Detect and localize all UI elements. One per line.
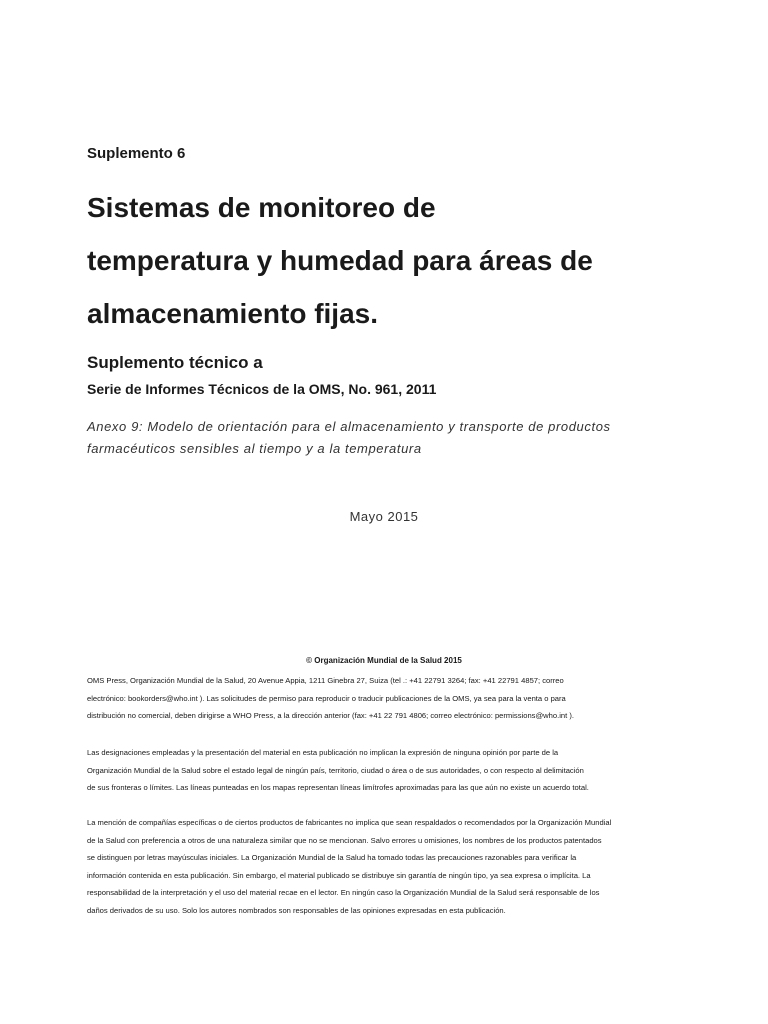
legal-line: responsabilidad de la interpretación y el uso del material recae en el lector. En ningún caso la Organización Mundial de la Salud será responsable de los <box>87 888 600 897</box>
legal-line: electrónico: bookorders@who.int ). Las solicitudes de permiso para reproducir o traducir publicaciones de la OMS, ya sea para la venta o para <box>87 693 566 703</box>
legal-line: de sus fronteras o límites. Las líneas punteadas en los mapas representan líneas limítrofes aproximadas para las que aún no existe un acuerdo total. <box>87 783 589 792</box>
legal-paragraph-designations <box>87 744 692 797</box>
legal-line: información contenida en esta publicación. Sin embargo, el material publicado se distribuye sin garantía de ningún tipo, ya sea expresa o implícita. La <box>87 870 591 880</box>
title-line: Sistemas de monitoreo de <box>87 192 436 223</box>
annex-line: Anexo 9: Modelo de orientación para el almacenamiento y transporte de productos <box>87 419 611 434</box>
legal-line: de la Salud con preferencia a otros de una naturaleza similar que no se mencionan. Salvo errores u omisiones, los nombres de los productos patentados <box>87 835 602 845</box>
legal-line: Organización Mundial de la Salud sobre el estado legal de ningún país, territorio, ciudad o área o de sus autoridades, o con respecto al delimitación <box>87 765 584 775</box>
legal-line: distribución no comercial, deben dirigirse a WHO Press, a la dirección anterior (fax: +41 22 791 4806; correo electrónico: permissions@who.int ). <box>87 711 574 720</box>
title-line: almacenamiento fijas. <box>87 298 379 329</box>
legal-line: se distinguen por letras mayúsculas iniciales. La Organización Mundial de la Salud ha tomado todas las precauciones razonables para verificar la <box>87 853 577 862</box>
legal-line: daños derivados de su uso. Solo los autores nombrados son responsables de las opiniones expresadas en esta publicación. <box>87 905 506 915</box>
report-series: Serie de Informes Técnicos de la OMS, No. 961, 2011 <box>87 381 437 397</box>
annex-line: farmacéuticos sensibles al tiempo y a la temperatura <box>87 441 422 456</box>
title-line: temperatura y humedad para áreas de <box>87 245 593 276</box>
annex-reference <box>87 416 687 460</box>
legal-line: Las designaciones empleadas y la presentación del material en esta publicación no implican la expresión de ninguna opinión por parte de la <box>87 748 559 757</box>
legal-paragraph-disclaimer <box>87 814 692 919</box>
document-subtitle: Suplemento técnico a <box>87 353 263 372</box>
legal-paragraph-contact <box>87 672 692 725</box>
copyright-notice: © Organización Mundial de la Salud 2015 <box>306 656 462 665</box>
legal-line: La mención de compañías específicas o de ciertos productos de fabricantes no implica que sean respaldados o recomendados por la Organización Mundial <box>87 818 612 827</box>
legal-line: OMS Press, Organización Mundial de la Salud, 20 Avenue Appia, 1211 Ginebra 27, Suiza (tel .: +41 22791 3264; fax: +41 22791 4857; correo <box>87 676 564 685</box>
supplement-label: Suplemento 6 <box>87 145 186 162</box>
publication-date: Mayo 2015 <box>349 509 419 524</box>
document-title <box>87 181 707 340</box>
